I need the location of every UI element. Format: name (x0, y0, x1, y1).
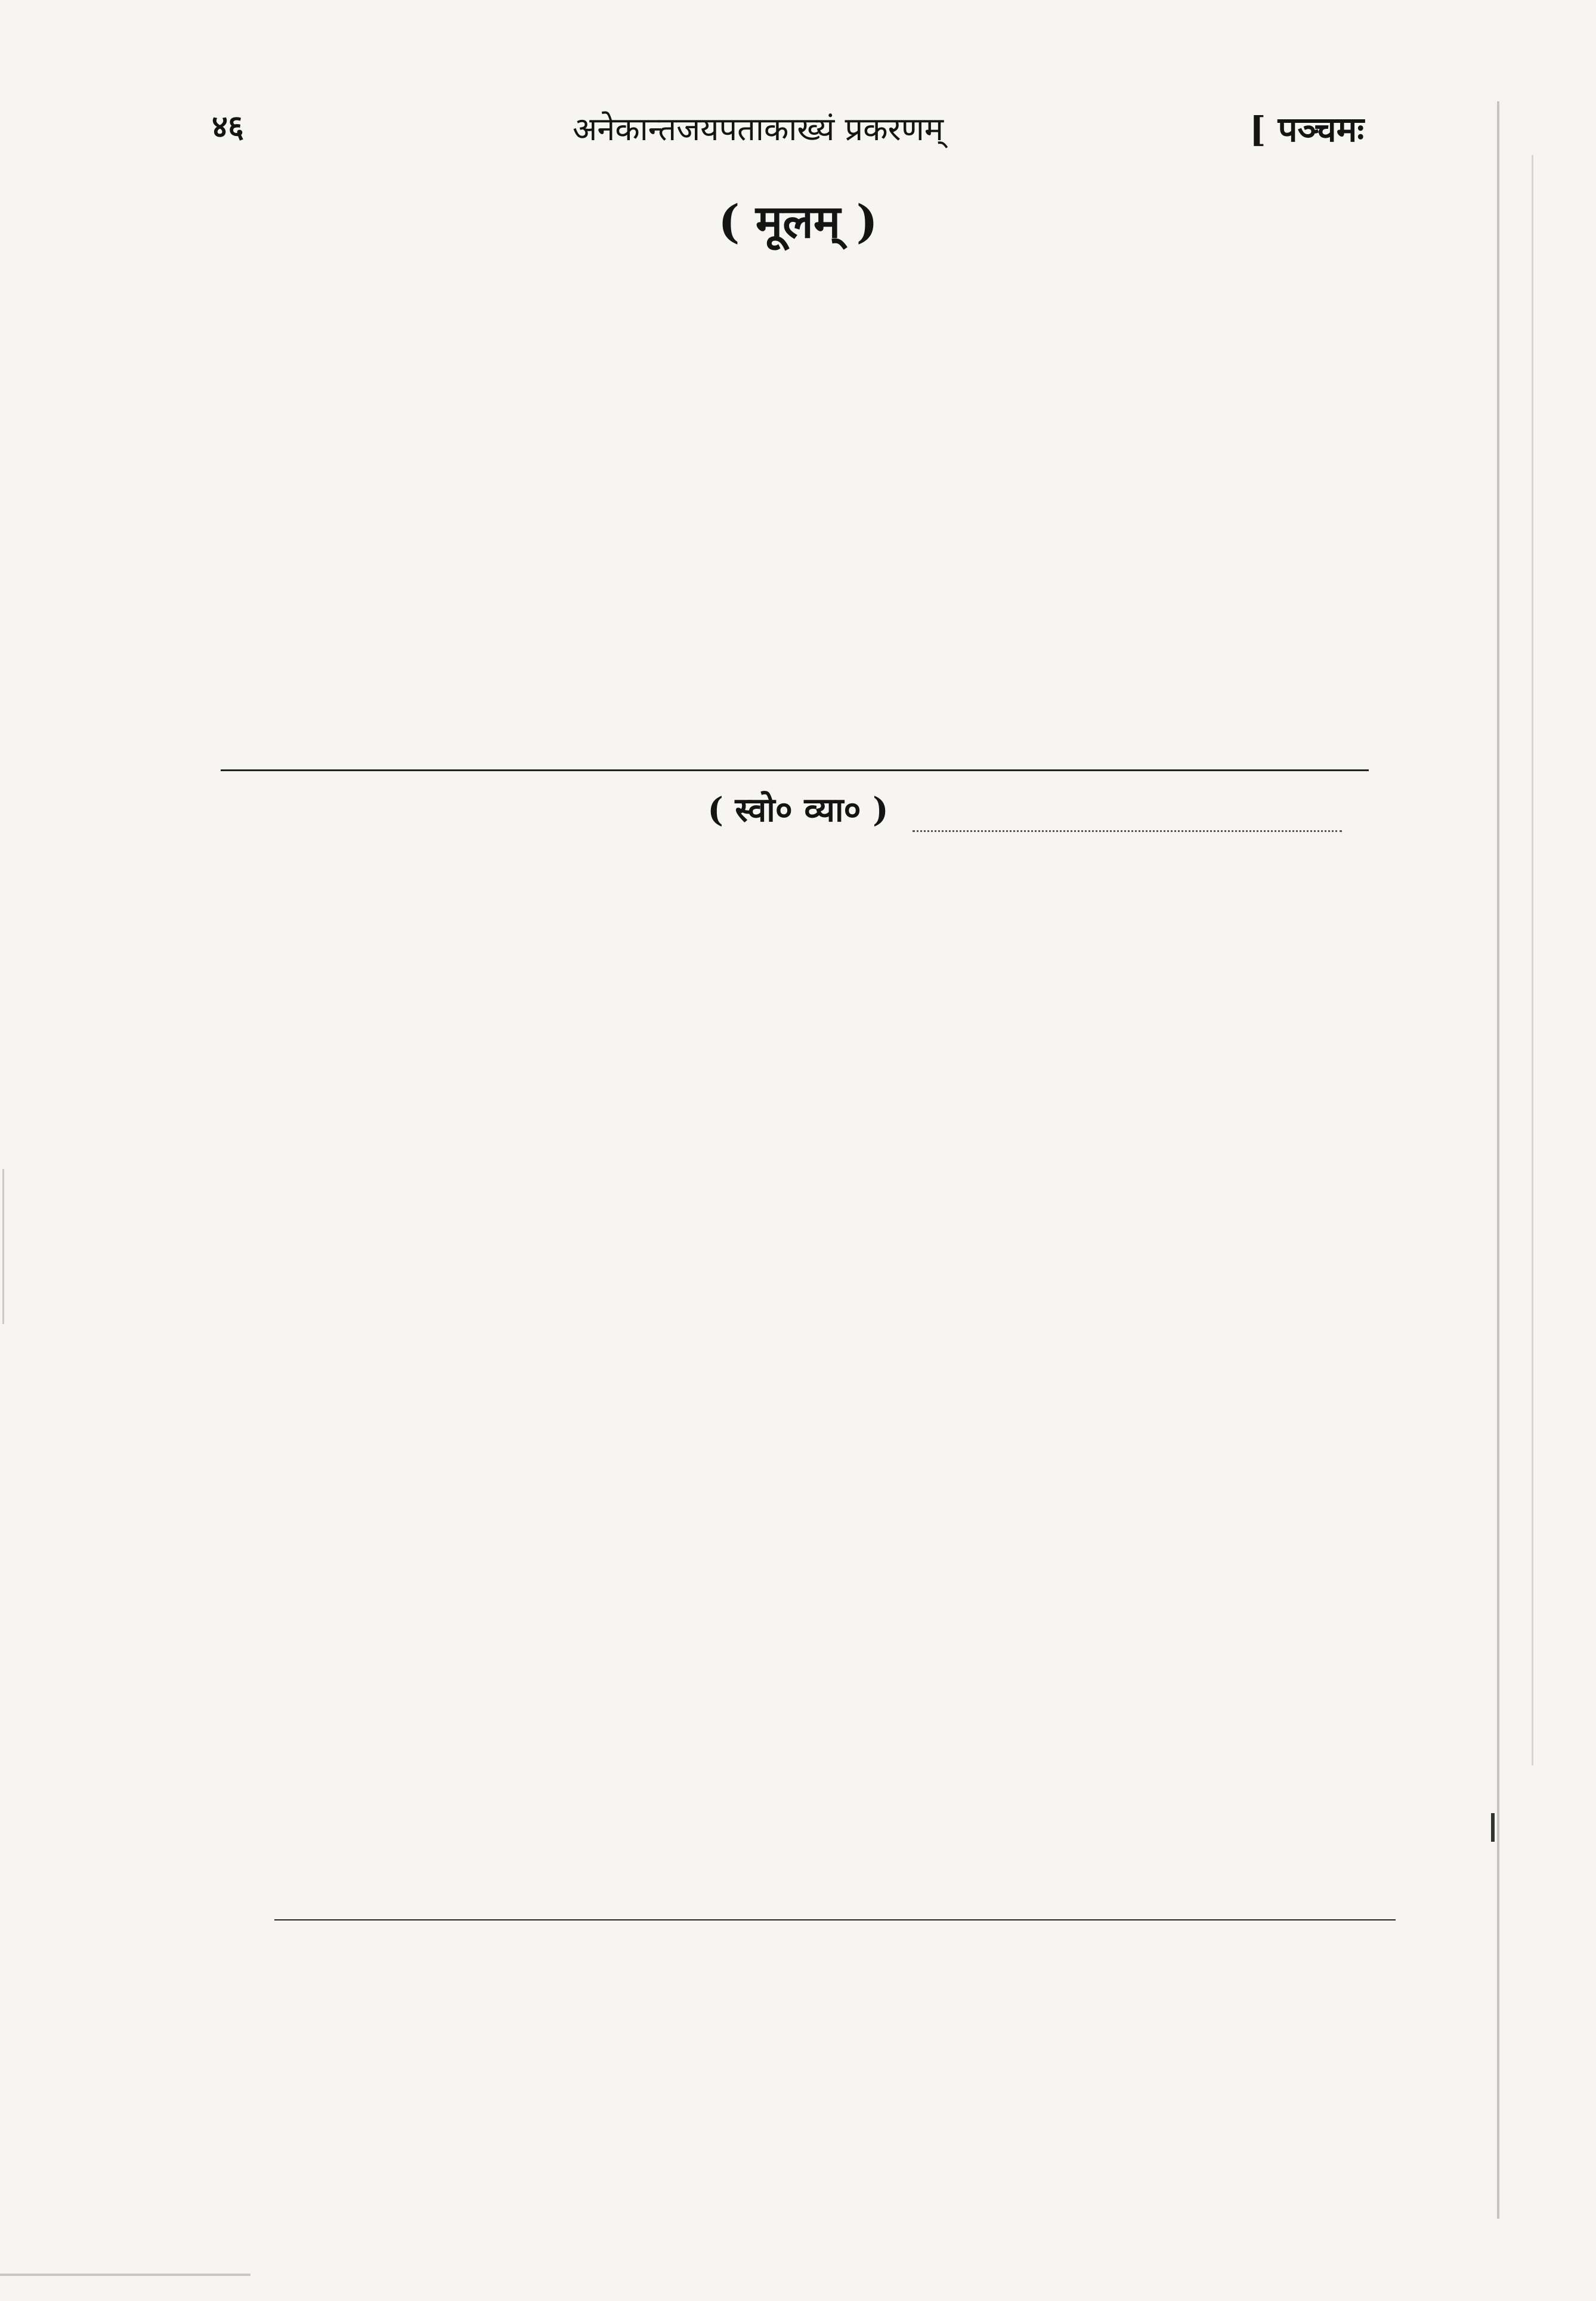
mula-heading: ( मूलम् ) (718, 195, 878, 248)
margin-mark (1491, 1813, 1495, 1842)
scan-edge-shadow (2, 1169, 4, 1324)
page-header (0, 104, 1596, 152)
dotted-leader (913, 830, 1342, 832)
running-title: अनेकान्तजयपताकाख्यं प्रकरणम् (573, 110, 944, 148)
scan-edge-shadow (1532, 155, 1533, 1765)
scan-edge-shadow (0, 2274, 250, 2276)
section-marker: [ पञ्चमः (1249, 109, 1365, 150)
commentary-heading: ( स्वो० व्या० ) (707, 790, 889, 830)
section-divider (221, 769, 1369, 771)
page-number: ४६ (212, 109, 245, 145)
footnote-divider (274, 1919, 1396, 1920)
scan-edge-shadow (1497, 101, 1499, 2219)
